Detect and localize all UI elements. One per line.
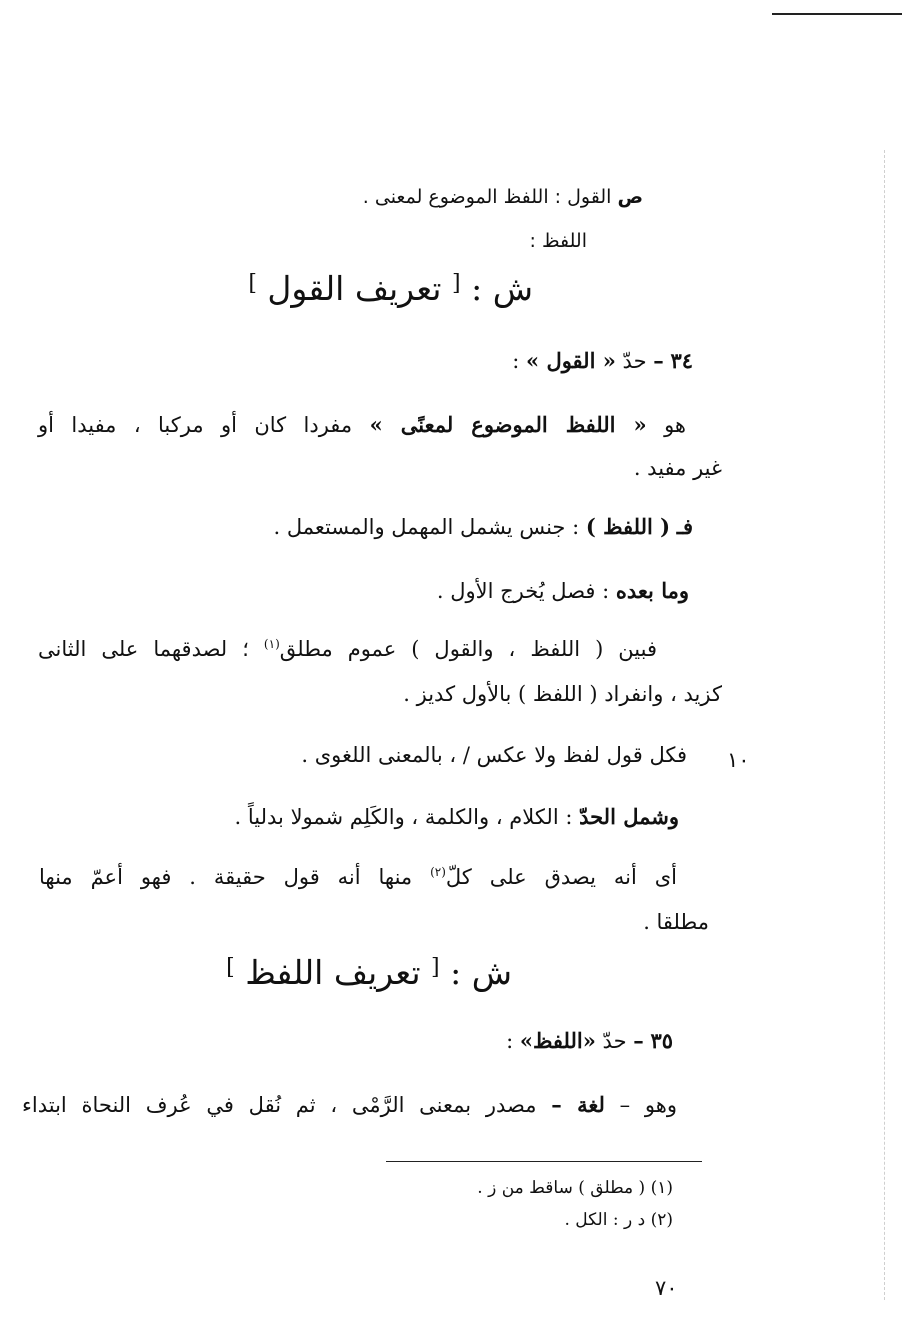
item35-colon: : bbox=[506, 1029, 514, 1053]
p7-text-a: أى أنه يصدق على كلّ bbox=[445, 865, 677, 889]
footnote-2-text: (٢) د ر : الكل . bbox=[564, 1210, 673, 1230]
paragraph-6 bbox=[235, 806, 679, 828]
top-rule bbox=[772, 13, 902, 15]
section-heading-2 bbox=[226, 953, 512, 992]
heading-bracket-open: [ bbox=[452, 271, 461, 296]
section-heading-1 bbox=[248, 269, 533, 308]
p7-text-b: منها أنه قول حقيقة . فهو أعمّ منها bbox=[39, 865, 413, 889]
footnote-ref-1: (١) bbox=[263, 637, 280, 651]
heading2-prefix: ش : bbox=[450, 953, 512, 992]
p3-term: وما بعده bbox=[615, 578, 689, 603]
item35-lead: حدّ bbox=[602, 1029, 627, 1053]
p4-text-a: فبين ( اللفظ ، والقول ) عموم مطلق bbox=[279, 637, 657, 661]
footnote-rule bbox=[386, 1161, 702, 1162]
p6-term: وشمل الحدّ bbox=[579, 804, 679, 829]
p8-term: لغة – bbox=[551, 1092, 605, 1117]
paragraph-5 bbox=[301, 745, 687, 766]
paragraph-4-line-1 bbox=[38, 638, 657, 660]
paragraph-7-line-2 bbox=[643, 912, 709, 933]
heading2-bracket-close: ] bbox=[226, 955, 235, 980]
matn-text-2: اللفظ : bbox=[529, 230, 587, 252]
p8-text-b: مصدر بمعنى الرَّمْى ، ثم نُقل في عُرف النحاة ابتداء bbox=[22, 1093, 537, 1117]
matn-line-1 bbox=[363, 188, 643, 207]
item35-number: ٣٥ bbox=[650, 1028, 673, 1053]
p2-label: فـ bbox=[676, 514, 693, 539]
item-dash: – bbox=[653, 348, 664, 373]
item-term: « القول » bbox=[526, 348, 616, 373]
paragraph-2 bbox=[273, 516, 693, 538]
matn-label: ص bbox=[617, 186, 643, 208]
heading-bracket-close: ] bbox=[248, 271, 257, 296]
p2-term: ( اللفظ ) bbox=[585, 514, 671, 539]
p1-lead: هو bbox=[664, 413, 686, 437]
item-lead: حدّ bbox=[622, 349, 647, 373]
paragraph-4-line-2 bbox=[403, 684, 722, 705]
item-colon: : bbox=[512, 349, 520, 373]
footnote-ref-2: (٢) bbox=[430, 865, 446, 879]
margin-page-marker: ١٠ bbox=[727, 748, 750, 772]
heading-text: تعريف القول bbox=[267, 269, 442, 308]
p2-rest: : جنس يشمل المهمل والمستعمل . bbox=[273, 515, 580, 539]
p5-text: فكل قول لفظ ولا عكس / ، بالمعنى اللغوى . bbox=[301, 743, 687, 767]
p7-line2: مطلقا . bbox=[643, 910, 709, 934]
p4-line2: كزيد ، وانفراد ( اللفظ ) بالأول كديز . bbox=[403, 682, 722, 706]
matn-line-2 bbox=[530, 232, 587, 251]
footnote-1 bbox=[477, 1180, 673, 1197]
page-number: ٧٠ bbox=[655, 1276, 678, 1300]
paragraph-8 bbox=[22, 1094, 677, 1116]
item35-dash: – bbox=[633, 1028, 644, 1053]
paragraph-1-line-1 bbox=[38, 414, 686, 436]
p1-rest: مفردا كان أو مركبا ، مفيدا أو bbox=[38, 413, 353, 437]
p1-line2: غير مفيد . bbox=[633, 456, 722, 480]
item-35 bbox=[506, 1030, 673, 1052]
heading2-text: تعريف اللفظ bbox=[245, 953, 421, 992]
item-number: ٣٤ bbox=[670, 348, 693, 373]
heading-prefix: ش : bbox=[471, 269, 533, 308]
page-edge bbox=[884, 150, 885, 1300]
paragraph-3 bbox=[437, 580, 689, 602]
footnote-1-text: (١) ( مطلق ) ساقط من ز . bbox=[477, 1178, 673, 1198]
p8-text-a: وهو – bbox=[619, 1093, 677, 1117]
heading2-bracket-open: [ bbox=[431, 955, 440, 980]
p6-rest: : الكلام ، والكلمة ، والكَلِم شمولا بدلياً . bbox=[234, 805, 573, 829]
p3-rest: : فصل يُخرج الأول . bbox=[436, 579, 610, 603]
footnote-2 bbox=[564, 1212, 673, 1229]
item35-term: «اللفظ» bbox=[519, 1028, 596, 1053]
paragraph-1-line-2 bbox=[634, 458, 722, 479]
p4-text-b: ؛ لصدقهما على الثانى bbox=[38, 637, 249, 661]
p1-term: « اللفظ الموضوع لمعنًى » bbox=[369, 412, 647, 437]
matn-text: القول : اللفظ الموضوع لمعنى . bbox=[362, 186, 612, 208]
paragraph-7-line-1 bbox=[39, 866, 677, 888]
item-34 bbox=[512, 350, 693, 372]
